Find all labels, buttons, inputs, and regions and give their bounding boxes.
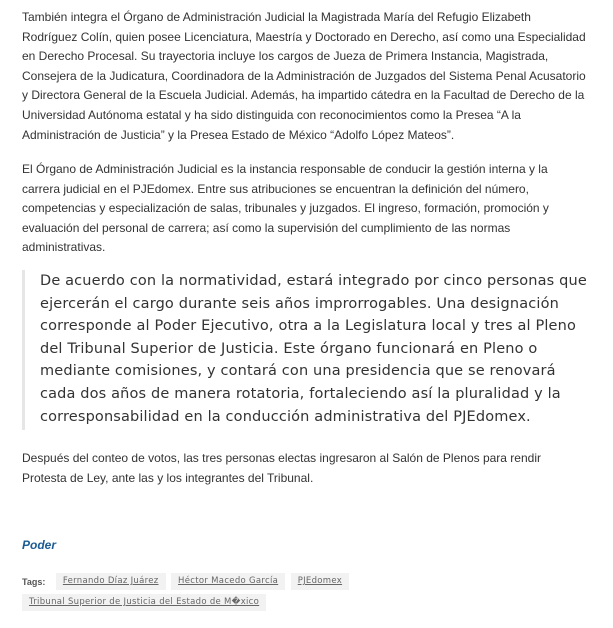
quote-text: De acuerdo con la normatividad, estará integrado por cinco personas que ejercerán el cargo durante seis años improrrogables. Una designación corresponde al Poder Ejecutivo, otra a la Legislatura local y tres al Pleno del Tribunal Superior de Justicia. Este órgano funcionará en Pleno o mediante comisiones, y contará con una presidencia que se renovará cada dos años de manera rotatoria, fortaleciendo así la pluralidad y la corresponsabilidad en la conducción administrativa del PJEdomex. [40, 273, 587, 425]
paragraph-biography: También integra el Órgano de Administración Judicial la Magistrada María del Refugio Elizabeth Rodríguez Colín, quien posee Licenciatura, Maestría y Doctorado en Derecho, así como una Especialidad en Derecho Procesal. Su trayectoria incluye los cargos de Jueza de Primera Instancia, Magistrada, Consejera de la Judicatura, Coordinadora de la Administración de Juzgados del Sistema Penal Acusatorio y Directora General de la Escuela Judicial. Además, ha impartido cátedra en la Facultad de Derecho de la Universidad Autónoma estatal y ha sido distinguida con reconocimientos como la Presea “A la Administración de Justicia” y la Presea Estado de México “Adolfo López Mateos”. [22, 10, 586, 142]
tag-hector-macedo-garcia[interactable]: Héctor Macedo García [171, 573, 285, 590]
paragraph-protest: Después del conteo de votos, las tres personas electas ingresaron al Salón de Plenos para rendir Protesta de Ley, ante las y los integrantes del Tribunal. [22, 451, 541, 485]
tags-section [22, 573, 422, 615]
tag-tribunal-superior[interactable]: Tribunal Superior de Justicia del Estado de M�xico [22, 594, 266, 611]
paragraph-organ-description: El Órgano de Administración Judicial es la instancia responsable de conducir la gestión interna y la carrera judicial en el PJEdomex. Entre sus atribuciones se encuentran la definición del número, competencias y especialización de salas, tribunales y juzgados. El ingreso, formación, promoción y evaluación del personal de carrera; así como la supervisión del cumplimiento de las normas administrativas. [22, 162, 549, 255]
tag-pjedomex[interactable]: PJEdomex [291, 573, 349, 590]
tag-fernando-diaz-juarez[interactable]: Fernando Díaz Juárez [56, 573, 166, 590]
category-link[interactable]: Poder [22, 538, 57, 552]
tags-label: Tags: [22, 577, 46, 587]
blockquote [22, 270, 588, 430]
